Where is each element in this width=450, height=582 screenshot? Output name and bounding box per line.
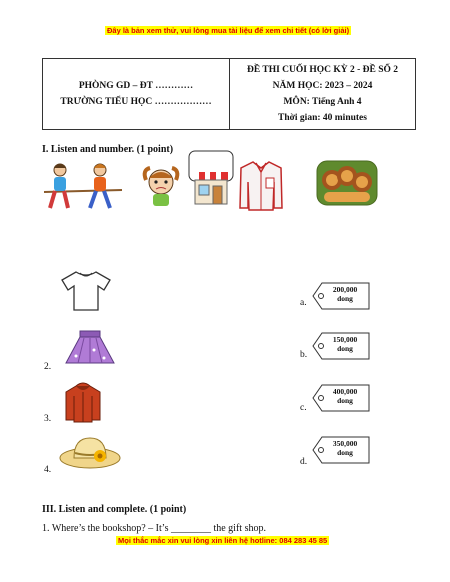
price-value-c: 400,000 [332,387,358,396]
price-tag-d [312,436,370,464]
price-unit-b: dong [337,344,353,353]
school-year: NĂM HỌC: 2023 – 2024 [272,81,373,91]
exam-header [42,58,416,130]
department-line: PHÒNG GD – ĐT ………… [78,81,194,91]
girl-icon [138,164,184,215]
section-1-title: I. Listen and number. (1 point) [42,144,174,155]
shop-icon [188,150,234,215]
price-tag-a [312,282,370,310]
shirt-icon [236,160,286,217]
hotline-banner: Mọi thắc mắc xin vui lòng xin liên hệ hotline: 084 283 45 85 [118,536,328,545]
price-tag-b [312,332,370,360]
skirt-icon [64,330,116,371]
price-unit-d: dong [337,448,353,457]
price-value-a: 200,000 [332,285,358,294]
subject: MÔN: Tiếng Anh 4 [283,97,362,107]
item-number-3: 3. [44,414,52,424]
option-letter-b: b. [300,350,308,360]
school-info [43,59,230,130]
price-unit-a: dong [337,294,353,303]
item-number-2: 2. [44,362,52,372]
section-3-title: III. Listen and complete. (1 point) [42,504,187,515]
jacket-icon [64,382,102,429]
exam-info [230,59,416,130]
question-1: 1. Where’s the bookshop? – It’s ________ the gift shop. [42,523,266,534]
preview-banner: Đây là bản xem thử, vui lòng mua tài liệu để xem chi tiết (có lời giải) [107,26,350,35]
price-value-b: 150,000 [332,335,358,344]
t-shirt-icon [60,270,112,317]
tug-of-war-icon [42,160,124,217]
option-letter-d: d. [300,457,308,467]
exam-title: ĐỀ THI CUỐI HỌC KỲ 2 - ĐỀ SỐ 2 [246,65,399,75]
hat-icon [58,434,122,475]
school-line: TRƯỜNG TIỂU HỌC ……………… [60,97,212,107]
item-number-4: 4. [44,465,52,475]
price-tag-c [312,384,370,412]
price-value-d: 350,000 [332,439,358,448]
option-letter-c: c. [300,403,307,413]
lions-icon [316,160,378,211]
price-unit-c: dong [337,396,353,405]
duration: Thời gian: 40 minutes [278,113,367,123]
option-letter-a: a. [300,298,307,308]
